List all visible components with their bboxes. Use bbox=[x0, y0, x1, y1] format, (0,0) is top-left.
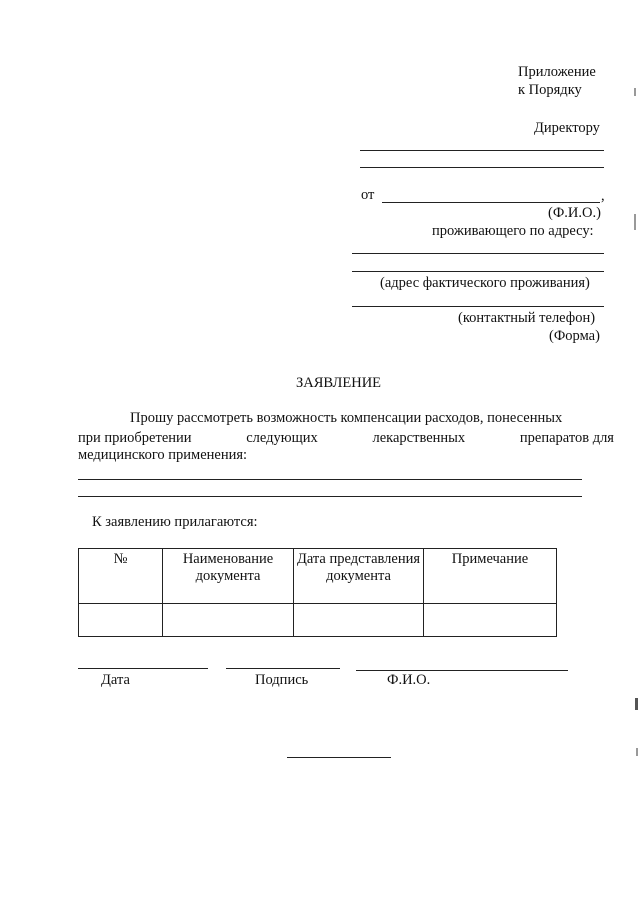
attachments-label: К заявлению прилагаются: bbox=[92, 514, 258, 530]
date-line bbox=[78, 668, 208, 669]
address-caption: (адрес фактического проживания) bbox=[380, 275, 590, 291]
medicines-line-1 bbox=[78, 479, 582, 480]
phone-line bbox=[352, 306, 604, 307]
signature-line bbox=[226, 668, 340, 669]
attachments-table bbox=[78, 548, 557, 637]
scan-artifact bbox=[636, 748, 638, 756]
table-row bbox=[79, 604, 557, 637]
fio-line bbox=[356, 670, 568, 671]
table-cell[interactable] bbox=[424, 604, 557, 637]
body-line-3: медицинского применения: bbox=[78, 447, 248, 463]
from-label: от bbox=[361, 187, 375, 203]
fio-signature-caption: Ф.И.О. bbox=[387, 672, 431, 688]
director-name-line bbox=[360, 150, 604, 151]
address-line-2 bbox=[352, 271, 604, 272]
residing-label: проживающего по адресу: bbox=[432, 223, 594, 239]
body-word: при приобретении bbox=[78, 430, 192, 446]
body-line-1: Прошу рассмотреть возможность компенсации расходов, понесенных bbox=[130, 410, 563, 426]
col-note-header: Примечание bbox=[424, 549, 557, 604]
col-date-header: Дата представления документа bbox=[294, 549, 424, 604]
addressee-director: Директору bbox=[534, 120, 600, 136]
body-word: следующих bbox=[246, 430, 318, 446]
col-number-header: № bbox=[79, 549, 163, 604]
applicant-name-line bbox=[382, 202, 600, 203]
body-word: лекарственных bbox=[372, 430, 466, 446]
col-doc-name-header: Наименование документа bbox=[163, 549, 294, 604]
comma: , bbox=[601, 188, 605, 204]
table-cell[interactable] bbox=[294, 604, 424, 637]
body-line-2 bbox=[78, 429, 614, 447]
appendix-label: Приложение bbox=[518, 64, 596, 80]
body-word: препаратов для bbox=[519, 430, 614, 446]
medicines-line-2 bbox=[78, 496, 582, 497]
director-name-line-2 bbox=[360, 167, 604, 168]
scan-artifact bbox=[634, 88, 636, 96]
table-header-row bbox=[79, 549, 557, 604]
date-caption: Дата bbox=[101, 672, 130, 688]
table-cell[interactable] bbox=[79, 604, 163, 637]
closing-rule bbox=[287, 757, 391, 758]
scan-artifact bbox=[635, 698, 638, 710]
signature-caption: Подпись bbox=[255, 672, 309, 688]
table-cell[interactable] bbox=[163, 604, 294, 637]
order-reference: к Порядку bbox=[518, 82, 582, 98]
address-line-1 bbox=[352, 253, 604, 254]
document-title: ЗАЯВЛЕНИЕ bbox=[296, 375, 382, 391]
phone-caption: (контактный телефон) bbox=[458, 310, 596, 326]
fio-caption: (Ф.И.О.) bbox=[548, 205, 601, 221]
scan-artifact bbox=[634, 214, 636, 230]
form-caption: (Форма) bbox=[549, 328, 600, 344]
